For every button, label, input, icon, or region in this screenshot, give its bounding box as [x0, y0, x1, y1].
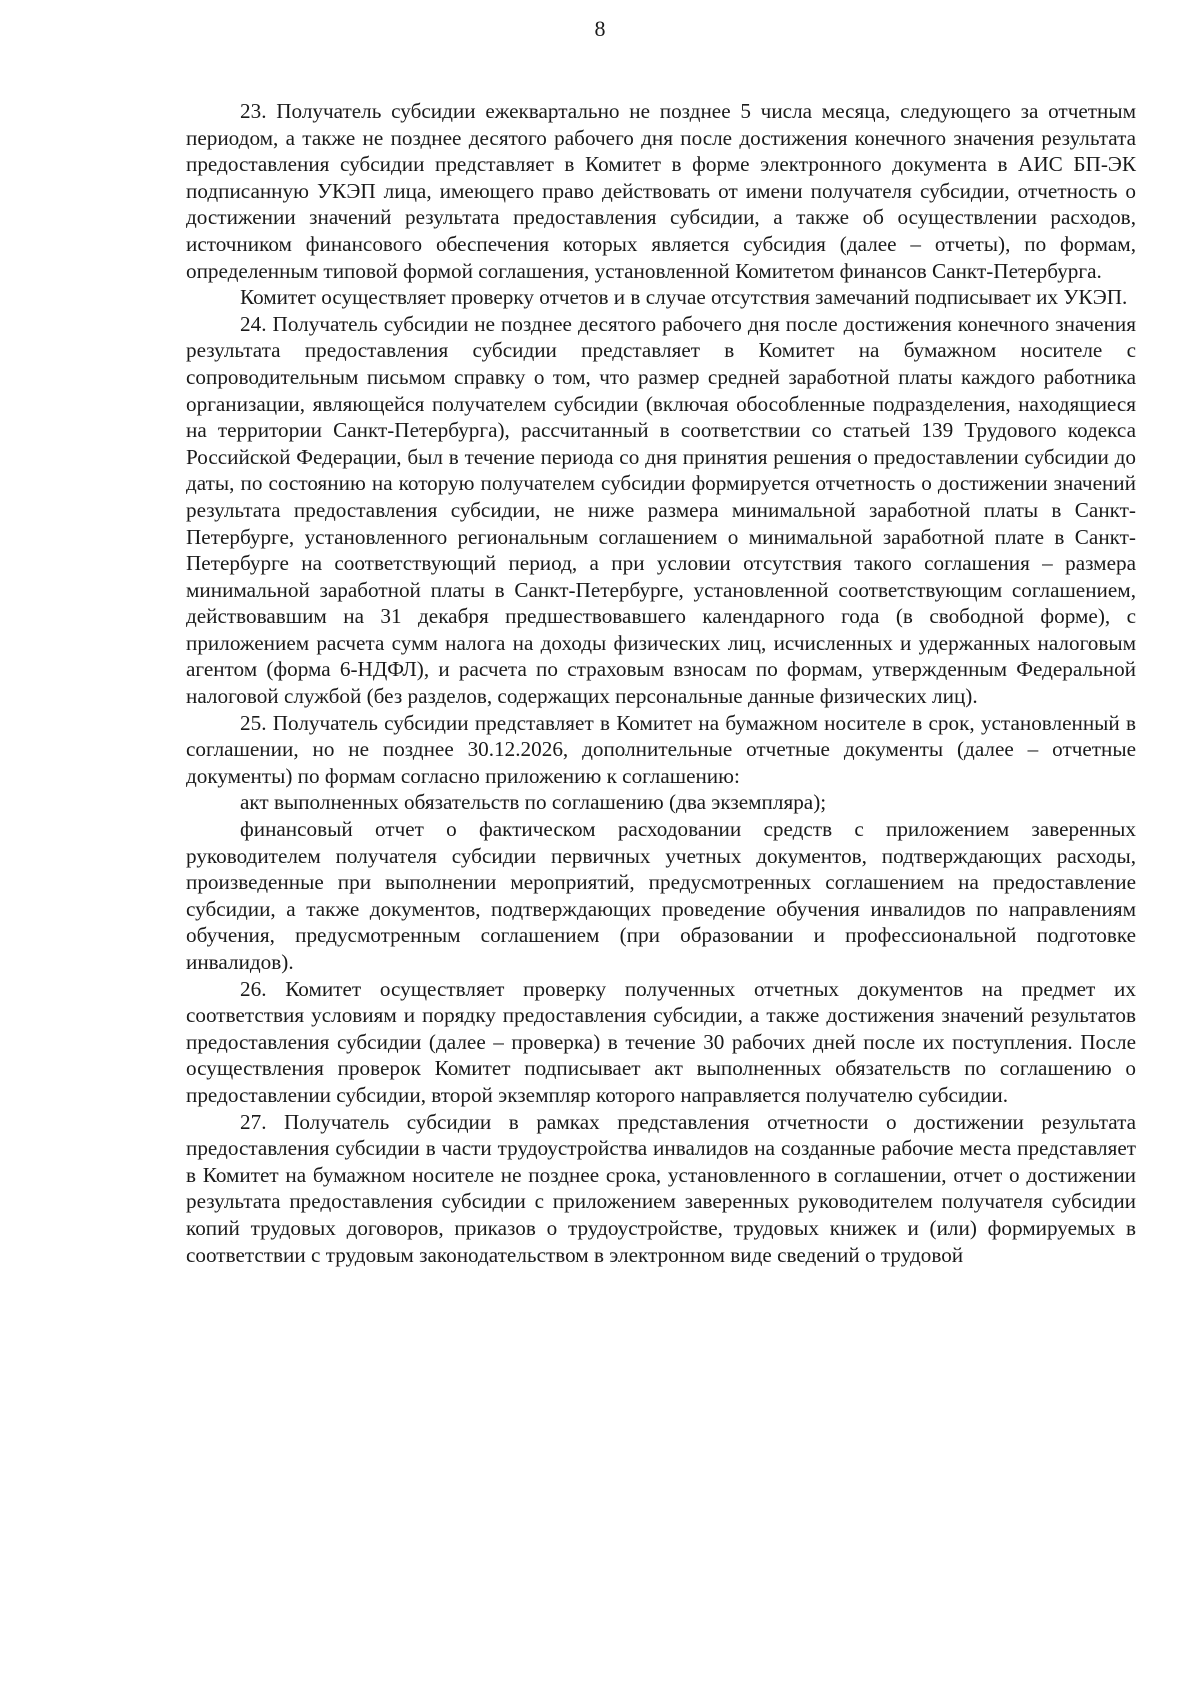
page-number: 8 — [594, 16, 606, 41]
document-body — [186, 98, 1136, 1268]
paragraph-24: 24. Получатель субсидии не позднее десятого рабочего дня после достижения конечного значения результата предоставления субсидии представляет в Комитет на бумажном носителе с сопроводительным письмом справку о том, что размер средней заработной платы каждого работника организации, являющейся получателем субсидии (включая обособленные подразделения, находящиеся на территории Санкт-Петербурга), рассчитанный в соответствии со статьей 139 Трудового кодекса Российской Федерации, был в течение периода со дня принятия решения о предоставлении субсидии до даты, по состоянию на которую получателем субсидии формируется отчетность о достижении значений результата предоставления субсидии, не ниже размера минимальной заработной платы в Санкт-Петербурге, установленного региональным соглашением о минимальной заработной плате в Санкт-Петербурге на соответствующий период, а при условии отсутствия такого соглашения – размера минимальной заработной платы в Санкт-Петербурге, установленной соответствующим соглашением, действовавшим на 31 декабря предшествовавшего календарного года (в свободной форме), с приложением расчета сумм налога на доходы физических лиц, исчисленных и удержанных налоговым агентом (форма 6-НДФЛ), и расчета по страховым взносам по формам, утвержденным Федеральной налоговой службой (без разделов, содержащих персональные данные физических лиц). — [186, 311, 1136, 709]
paragraph-financial-report-item: финансовый отчет о фактическом расходовании средств с приложением заверенных руководителем получателя субсидии первичных учетных документов, подтверждающих расходы, произведенные при выполнении мероприятий, предусмотренных соглашением на предоставление субсидии, а также документов, подтверждающих проведение обучения инвалидов по направлениям обучения, предусмотренным соглашением (при образовании и профессиональной подготовке инвалидов). — [186, 817, 1136, 974]
paragraph-committee-check: Комитет осуществляет проверку отчетов и в случае отсутствия замечаний подписывает их УКЭП. — [240, 285, 1128, 310]
paragraph-25: 25. Получатель субсидии представляет в Комитет на бумажном носителе в срок, установленный в соглашении, но не позднее 30.12.2026, дополнительные отчетные документы (далее – отчетные документы) по формам согласно приложению к соглашению: — [186, 710, 1136, 788]
paragraph-23: 23. Получатель субсидии ежеквартально не позднее 5 числа месяца, следующего за отчетным периодом, а также не позднее десятого рабочего дня после достижения конечного значения результата предоставления субсидии представляет в Комитет в форме электронного документа в АИС БП-ЭК подписанную УКЭП лица, имеющего право действовать от имени получателя субсидии, отчетность о достижении значений результата предоставления субсидии, а также об осуществлении расходов, источником финансового обеспечения которых является субсидия (далее – отчеты), по формам, определенным типовой формой соглашения, установленной Комитетом финансов Санкт-Петербурга. — [186, 99, 1136, 283]
paragraph-27: 27. Получатель субсидии в рамках представления отчетности о достижении результата предоставления субсидии в части трудоустройства инвалидов на созданные рабочие места представляет в Комитет на бумажном носителе не позднее срока, установленного в соглашении, отчет о достижении результата предоставления субсидии с приложением заверенных руководителем получателя субсидии копий трудовых договоров, приказов о трудоустройстве, трудовых книжек и (или) формируемых в соответствии с трудовым законодательством в электронном виде сведений о трудовой — [186, 1109, 1136, 1267]
paragraph-act-item: акт выполненных обязательств по соглашению (два экземпляра); — [240, 790, 827, 815]
paragraph-26: 26. Комитет осуществляет проверку полученных отчетных документов на предмет их соответствия условиям и порядку предоставления субсидии, а также достижения значений результатов предоставления субсидии (далее – проверка) в течение 30 рабочих дней после их поступления. После осуществления проверок Комитет подписывает акт выполненных обязательств по соглашению о предоставлении субсидии, второй экземпляр которого направляется получателю субсидии. — [186, 976, 1136, 1107]
